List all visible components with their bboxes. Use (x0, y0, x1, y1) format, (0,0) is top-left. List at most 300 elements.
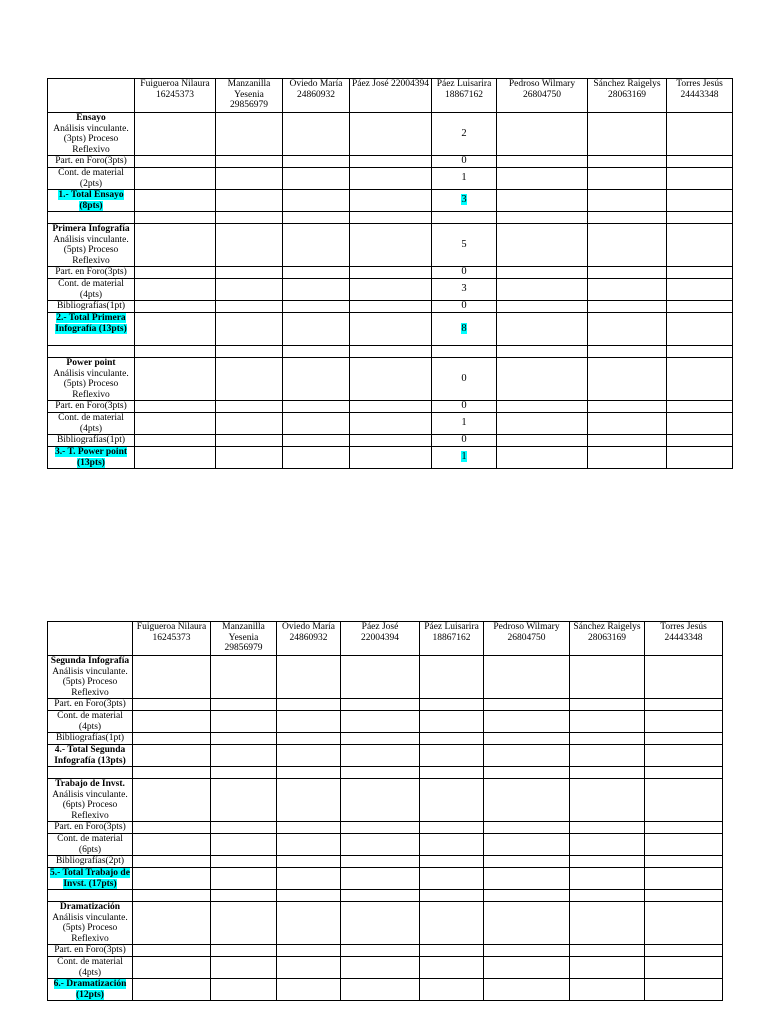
grade-cell (350, 113, 432, 156)
grade-cell (283, 224, 350, 267)
total-label (48, 447, 135, 469)
grade-cell (341, 856, 420, 868)
student-header: Pedroso Wilmary 26804750 (484, 622, 570, 656)
criterion-label: Bibliografías(2pt) (48, 856, 133, 868)
grade-cell (667, 224, 733, 267)
grade-cell (484, 711, 570, 733)
criterion-label: Cont. de material (4pts) (48, 711, 133, 733)
grade-cell (216, 190, 283, 212)
grade-cell (216, 267, 283, 279)
grade-cell (277, 834, 341, 856)
grade-cell (350, 447, 432, 469)
grade-cell (484, 733, 570, 745)
grade-cell: 1 (432, 168, 497, 190)
grade-cell (277, 656, 341, 699)
grade-cell (667, 168, 733, 190)
grade-cell (341, 745, 420, 767)
grade-cell (570, 902, 645, 945)
grade-cell (277, 779, 341, 822)
grade-cell: 5 (432, 224, 497, 267)
total-row (48, 190, 733, 212)
grade-cell (420, 856, 484, 868)
total-text: 1.- Total Ensayo (8pts) (58, 190, 124, 211)
grade-cell (211, 745, 277, 767)
spacer-row (48, 767, 723, 779)
grade-cell (645, 868, 723, 890)
total-label (48, 745, 133, 767)
total-text: 5.- Total Trabajo de Invst. (17pts) (50, 868, 130, 889)
section-title: Ensayo (76, 113, 106, 123)
table-row (48, 856, 723, 868)
criterion-label: Cont. de material (4pts) (48, 413, 135, 435)
grade-cell (420, 745, 484, 767)
table-row (48, 301, 733, 313)
grade-cell (420, 868, 484, 890)
grade-cell (135, 358, 216, 401)
grade-cell (645, 856, 723, 868)
grade-cell (645, 945, 723, 957)
grade-cell (667, 156, 733, 168)
grade-cell (350, 267, 432, 279)
grade-cell (135, 401, 216, 413)
grade-cell (341, 733, 420, 745)
grade-cell (497, 435, 588, 447)
grade-cell (497, 447, 588, 469)
grade-cell (341, 834, 420, 856)
grade-cell (135, 447, 216, 469)
grade-cell (341, 902, 420, 945)
section-title: Primera Infografía (52, 224, 130, 234)
grade-cell (350, 190, 432, 212)
grade-cell (497, 156, 588, 168)
grade-cell: 0 (432, 267, 497, 279)
grade-cell (484, 656, 570, 699)
grade-cell (133, 856, 211, 868)
grade-cell (420, 979, 484, 1001)
grade-cell (667, 113, 733, 156)
grade-cell (420, 822, 484, 834)
student-header: Fuigueroa Nilaura 16245373 (133, 622, 211, 656)
grade-cell (283, 401, 350, 413)
grade-cell: 2 (432, 113, 497, 156)
grade-cell (350, 358, 432, 401)
grade-cell (341, 711, 420, 733)
table-row (48, 224, 733, 267)
grade-cell (420, 656, 484, 699)
grade-cell (570, 856, 645, 868)
table-row (48, 113, 733, 156)
grade-cell: 3 (432, 279, 497, 301)
grade-cell (133, 656, 211, 699)
grade-cell (283, 267, 350, 279)
grade-cell (341, 656, 420, 699)
grade-cell (667, 447, 733, 469)
grade-cell (133, 902, 211, 945)
table-row (48, 156, 733, 168)
grade-cell (283, 168, 350, 190)
grade-cell: 1 (432, 413, 497, 435)
total-row (48, 313, 733, 346)
grade-cell (667, 358, 733, 401)
grade-cell (350, 435, 432, 447)
grade-cell (283, 358, 350, 401)
grade-cell (133, 945, 211, 957)
grade-cell (350, 168, 432, 190)
grade-cell (420, 699, 484, 711)
grade-cell (277, 745, 341, 767)
grade-cell (341, 699, 420, 711)
criterion-text: Análisis vinculante. (5pts) Proceso Reflexivo (53, 368, 129, 400)
grade-cell (283, 190, 350, 212)
grade-cell (133, 699, 211, 711)
grade-cell (350, 313, 432, 346)
grade-cell (588, 267, 667, 279)
grade-cell (216, 279, 283, 301)
grade-cell (216, 168, 283, 190)
criterion-text: Análisis vinculante. (6pts) Proceso Reflexivo (52, 789, 128, 821)
grade-cell (570, 945, 645, 957)
grade-cell (341, 779, 420, 822)
grade-cell (570, 699, 645, 711)
grade-cell (497, 401, 588, 413)
grade-cell (133, 779, 211, 822)
grade-cell (283, 413, 350, 435)
grade-cell (484, 902, 570, 945)
grade-cell (645, 979, 723, 1001)
grade-cell (135, 435, 216, 447)
grade-cell (350, 224, 432, 267)
grade-cell (211, 957, 277, 979)
grade-cell (588, 301, 667, 313)
grade-cell (570, 656, 645, 699)
total-row (48, 447, 733, 469)
grade-cell (216, 413, 283, 435)
grade-cell (645, 957, 723, 979)
grade-cell (341, 957, 420, 979)
grade-cell (588, 435, 667, 447)
student-header: Oviedo María 24860932 (283, 79, 350, 113)
grade-cell (135, 190, 216, 212)
grade-cell (497, 301, 588, 313)
grade-cell (211, 979, 277, 1001)
grade-cell (432, 447, 497, 469)
grade-cell (216, 447, 283, 469)
table-row (48, 401, 733, 413)
grade-cell (570, 834, 645, 856)
criterion-label (48, 779, 133, 822)
total-label (48, 979, 133, 1001)
grade-cell (133, 834, 211, 856)
grade-cell (420, 834, 484, 856)
grade-cell (283, 113, 350, 156)
criterion-text: Análisis vinculante. (5pts) Proceso Reflexivo (53, 234, 129, 266)
total-text: 2.- Total Primera Infografía (13pts) (55, 313, 127, 334)
grade-table-1 (47, 78, 733, 469)
table-row (48, 413, 733, 435)
grade-cell (135, 267, 216, 279)
grade-cell (133, 745, 211, 767)
grade-cell (432, 313, 497, 346)
grade-cell (497, 313, 588, 346)
grade-cell (350, 301, 432, 313)
grade-cell (135, 168, 216, 190)
header-corner (48, 79, 135, 113)
grade-cell (497, 267, 588, 279)
grade-cell (484, 834, 570, 856)
total-row (48, 745, 723, 767)
grade-cell (135, 156, 216, 168)
criterion-text: Análisis vinculante. (3pts) Proceso Reflexivo (53, 123, 129, 155)
grade-cell (484, 856, 570, 868)
grade-cell (133, 733, 211, 745)
grade-cell (277, 979, 341, 1001)
grade-cell (211, 779, 277, 822)
table-row (48, 279, 733, 301)
criterion-label: Part. en Foro(3pts) (48, 401, 135, 413)
student-header: Páez José 22004394 (341, 622, 420, 656)
grade-cell (484, 779, 570, 822)
grade-cell (497, 279, 588, 301)
spacer-row (48, 890, 723, 902)
header-corner (48, 622, 133, 656)
student-header: Pedroso Wilmary 26804750 (497, 79, 588, 113)
criterion-label (48, 656, 133, 699)
table-row (48, 168, 733, 190)
grade-cell: 0 (432, 156, 497, 168)
grade-cell (341, 868, 420, 890)
grade-cell (283, 435, 350, 447)
grade-cell (667, 267, 733, 279)
student-header: Sánchez Raigelys 28063169 (588, 79, 667, 113)
student-header: Torres Jesús 24443348 (667, 79, 733, 113)
section-title: Power point (66, 358, 116, 368)
grade-cell (283, 301, 350, 313)
table-row (48, 902, 723, 945)
table-row (48, 656, 723, 699)
grade-cell (588, 358, 667, 401)
grade-cell (277, 868, 341, 890)
table-row (48, 435, 733, 447)
grade-cell (645, 733, 723, 745)
grade-cell (667, 279, 733, 301)
grade-cell (588, 224, 667, 267)
grade-cell (645, 745, 723, 767)
grade-cell (216, 401, 283, 413)
criterion-label: Cont. de material (4pts) (48, 279, 135, 301)
grade-cell (570, 711, 645, 733)
criterion-label: Part. en Foro(3pts) (48, 822, 133, 834)
total-value: 3 (461, 194, 467, 206)
grade-cell (588, 190, 667, 212)
grade-cell (341, 822, 420, 834)
spacer-row (48, 212, 733, 224)
criterion-label: Bibliografías(1pt) (48, 301, 135, 313)
table-row (48, 822, 723, 834)
table-row (48, 733, 723, 745)
table-row (48, 699, 723, 711)
student-header: Oviedo María 24860932 (277, 622, 341, 656)
student-header: Fuigueroa Nilaura 16245373 (135, 79, 216, 113)
grade-cell (135, 224, 216, 267)
total-label (48, 190, 135, 212)
criterion-label: Part. en Foro(3pts) (48, 156, 135, 168)
grade-cell (211, 868, 277, 890)
table-row (48, 779, 723, 822)
grade-cell: 0 (432, 301, 497, 313)
criterion-label: Cont. de material (4pts) (48, 957, 133, 979)
grade-cell (211, 945, 277, 957)
grade-cell (588, 113, 667, 156)
grade-cell (497, 224, 588, 267)
grade-cell (277, 733, 341, 745)
grade-cell (667, 401, 733, 413)
grade-cell (341, 979, 420, 1001)
criterion-label: Part. en Foro(3pts) (48, 945, 133, 957)
grade-cell (277, 822, 341, 834)
grade-cell (484, 745, 570, 767)
student-header: Páez Luisarira 18867162 (420, 622, 484, 656)
grade-cell (588, 313, 667, 346)
grade-cell (211, 902, 277, 945)
student-header: Manzanilla Yesenia 29856979 (216, 79, 283, 113)
criterion-label (48, 902, 133, 945)
grade-cell (570, 957, 645, 979)
grade-cell (211, 711, 277, 733)
grade-cell (216, 435, 283, 447)
grade-cell (497, 113, 588, 156)
grade-cell (133, 868, 211, 890)
student-header: Torres Jesús 24443348 (645, 622, 723, 656)
header-row (48, 622, 723, 656)
grade-cell (211, 856, 277, 868)
grade-cell (570, 779, 645, 822)
grade-cell (216, 313, 283, 346)
grade-cell (484, 699, 570, 711)
grade-cell (211, 733, 277, 745)
section-title: Dramatización (59, 902, 121, 912)
total-label (48, 313, 135, 346)
grade-cell (135, 113, 216, 156)
student-header: Sánchez Raigelys 28063169 (570, 622, 645, 656)
criterion-label: Part. en Foro(3pts) (48, 267, 135, 279)
grade-cell (570, 822, 645, 834)
table-row (48, 957, 723, 979)
student-header: Manzanilla Yesenia 29856979 (211, 622, 277, 656)
grade-cell (341, 945, 420, 957)
grade-cell (497, 168, 588, 190)
grade-cell: 0 (432, 435, 497, 447)
grade-cell (211, 656, 277, 699)
total-text: 6.- Dramatización (12pts) (53, 979, 127, 1000)
grade-cell (277, 856, 341, 868)
grade-cell (135, 313, 216, 346)
criterion-label (48, 358, 135, 401)
grade-cell (211, 834, 277, 856)
grade-cell (277, 957, 341, 979)
criterion-label: Bibliografías(1pt) (48, 435, 135, 447)
grade-cell (570, 868, 645, 890)
grade-cell (211, 699, 277, 711)
grade-cell (216, 301, 283, 313)
grade-cell (277, 699, 341, 711)
grade-cell (350, 413, 432, 435)
grade-cell (645, 779, 723, 822)
grade-cell (283, 447, 350, 469)
student-header: Páez Luisarira 18867162 (432, 79, 497, 113)
grade-cell (420, 733, 484, 745)
grade-cell (497, 358, 588, 401)
grade-cell (420, 957, 484, 979)
grade-cell (350, 156, 432, 168)
grade-cell (667, 413, 733, 435)
grade-cell (432, 190, 497, 212)
grade-table-2 (47, 621, 723, 1001)
total-text: 4.- Total Segunda Infografía (13pts) (54, 745, 126, 766)
criterion-label: Cont. de material (2pts) (48, 168, 135, 190)
grade-cell (645, 711, 723, 733)
grade-cell (133, 979, 211, 1001)
grade-cell (135, 279, 216, 301)
grade-cell (277, 711, 341, 733)
grade-cell (135, 413, 216, 435)
grade-cell (667, 301, 733, 313)
grade-cell (588, 447, 667, 469)
grade-cell (484, 868, 570, 890)
grade-cell (350, 401, 432, 413)
grade-cell (484, 822, 570, 834)
grade-cell (216, 156, 283, 168)
grade-cell (484, 945, 570, 957)
table-row (48, 267, 733, 279)
grade-cell (420, 711, 484, 733)
table-row (48, 945, 723, 957)
section-title: Trabajo de Invst. (55, 779, 125, 789)
criterion-text: Análisis vinculante. (5pts) Proceso Reflexivo (52, 666, 128, 698)
grade-cell (588, 156, 667, 168)
total-row (48, 868, 723, 890)
grade-cell (497, 413, 588, 435)
student-header: Páez José 22004394 (350, 79, 432, 113)
total-text: 3.- T. Power point (13pts) (54, 447, 128, 468)
grade-cell (277, 902, 341, 945)
grade-cell (645, 822, 723, 834)
grade-cell (570, 979, 645, 1001)
criterion-label: Bibliografías(1pt) (48, 733, 133, 745)
grade-cell (135, 301, 216, 313)
grade-cell (645, 656, 723, 699)
criterion-text: Análisis vinculante. (5pts) Proceso Reflexivo (52, 912, 128, 944)
grade-cell (667, 190, 733, 212)
grade-cell (216, 113, 283, 156)
grade-cell (283, 156, 350, 168)
grade-cell (588, 401, 667, 413)
total-value: 8 (461, 322, 467, 334)
section-title: Segunda Infografía (50, 656, 130, 666)
table-row (48, 834, 723, 856)
grade-cell: 0 (432, 358, 497, 401)
grade-cell (420, 945, 484, 957)
grade-cell (667, 435, 733, 447)
table-row (48, 358, 733, 401)
grade-cell (283, 279, 350, 301)
grade-cell: 0 (432, 401, 497, 413)
grade-cell (277, 945, 341, 957)
grade-cell (588, 279, 667, 301)
grade-cell (350, 279, 432, 301)
grade-cell (667, 313, 733, 346)
grade-cell (570, 745, 645, 767)
grade-cell (420, 902, 484, 945)
